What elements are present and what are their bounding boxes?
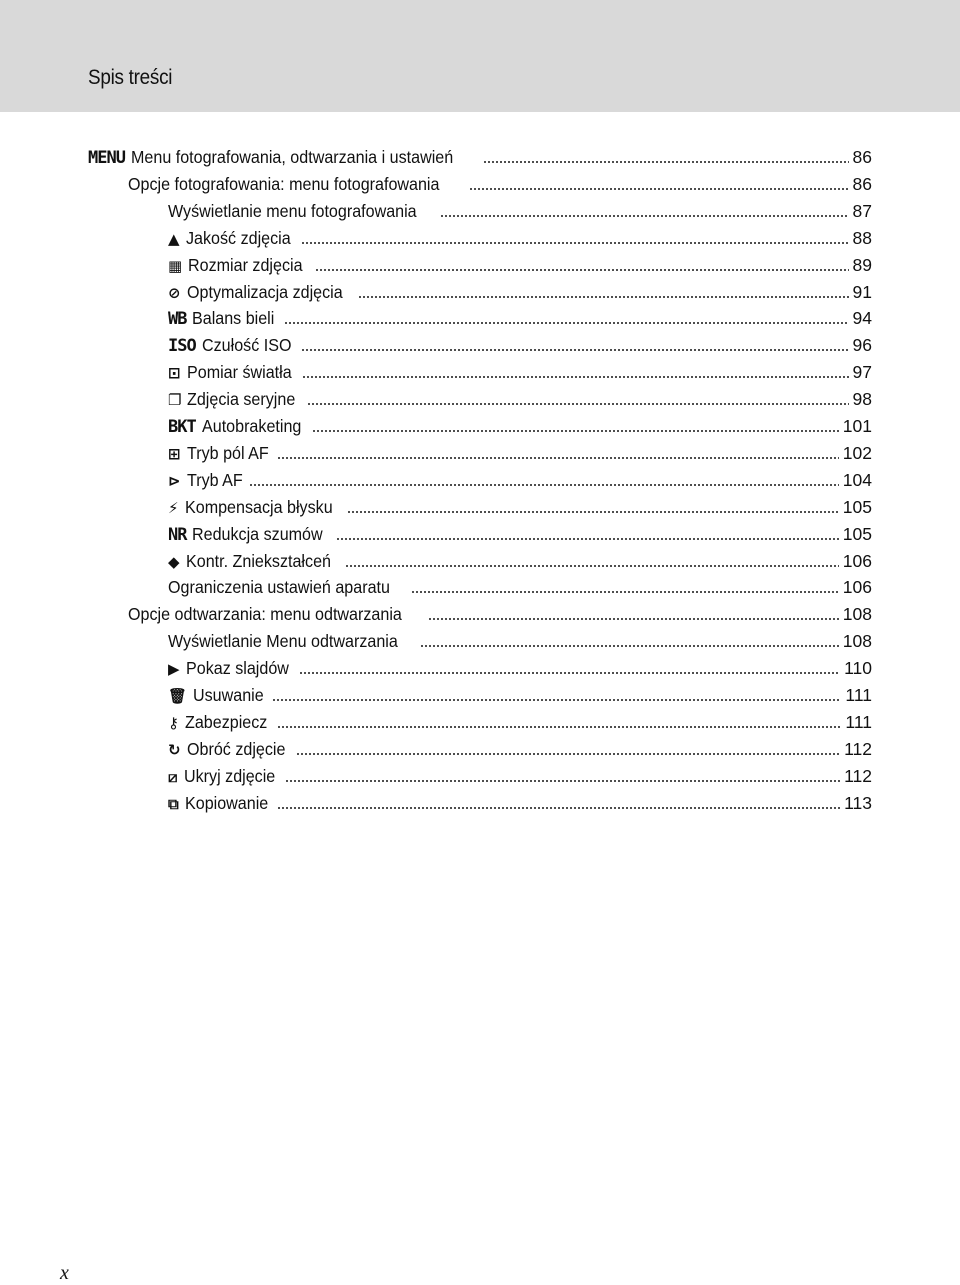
- toc-entry-label: Ukryj zdjęcie: [183, 765, 275, 786]
- toc-entry[interactable]: [88, 142, 872, 168]
- dot-leader: [277, 807, 840, 809]
- image-quality-icon: ▲: [168, 229, 180, 248]
- white-balance-icon: WB: [168, 309, 187, 330]
- toc-entry-label: Tryb pól AF: [186, 442, 269, 463]
- toc-page-number: 106: [842, 550, 872, 571]
- toc-entry[interactable]: [168, 277, 872, 303]
- toc-entry[interactable]: [168, 572, 872, 598]
- toc-entry-label: Autobraketing: [201, 416, 302, 436]
- toc-page-number: 101: [842, 416, 872, 436]
- toc-entry[interactable]: [168, 330, 872, 356]
- toc-entry-label: Kopiowanie: [184, 792, 268, 813]
- protect-key-icon: ⚷: [168, 713, 179, 732]
- dot-leader: [345, 565, 839, 567]
- toc-page-number: 108: [842, 631, 872, 652]
- dot-leader: [347, 511, 839, 513]
- page-title: Spis treści: [88, 66, 173, 89]
- rotate-image-icon: ↻: [168, 740, 181, 759]
- toc-page-number: 106: [842, 577, 872, 598]
- toc-entry-label: Wyświetlanie Menu odtwarzania: [168, 631, 398, 652]
- dot-leader: [302, 376, 848, 378]
- toc-entry[interactable]: [168, 761, 872, 787]
- toc-entry-label: Balans bieli: [192, 308, 275, 329]
- toc-page-number: 102: [842, 442, 872, 463]
- toc-page-number: 86: [852, 147, 872, 167]
- af-mode-icon: ⊳: [168, 471, 181, 490]
- toc-entry[interactable]: [128, 169, 872, 195]
- toc-entry-label: Usuwanie: [193, 685, 264, 705]
- dot-leader: [358, 296, 849, 298]
- toc-entry[interactable]: [168, 411, 872, 437]
- toc-page-number: 91: [852, 281, 872, 302]
- toc-page-number: 112: [844, 738, 872, 759]
- dot-leader: [285, 780, 840, 782]
- distortion-control-icon: ◆: [168, 552, 180, 571]
- dot-leader: [277, 726, 842, 728]
- toc-entry[interactable]: [168, 223, 872, 249]
- dot-leader: [469, 188, 849, 190]
- dot-leader: [312, 430, 839, 432]
- toc-entry-label: Kontr. Zniekształceń: [185, 550, 331, 571]
- toc-page-number: 108: [842, 604, 872, 625]
- toc-entry[interactable]: [168, 680, 872, 706]
- flash-compensation-icon: ⚡: [168, 498, 179, 517]
- toc-entry-label: Pokaz slajdów: [185, 658, 289, 679]
- dot-leader: [301, 349, 849, 351]
- toc-entry[interactable]: [168, 303, 872, 329]
- toc-entry-label: Jakość zdjęcia: [185, 227, 291, 248]
- toc-entry-label: Zdjęcia seryjne: [187, 389, 296, 410]
- toc-entry[interactable]: [168, 653, 872, 679]
- toc-page-number: 110: [844, 658, 872, 679]
- toc-page-number: 98: [852, 389, 872, 410]
- toc-entry[interactable]: [168, 384, 872, 410]
- bracketing-icon: BKT: [168, 417, 196, 437]
- toc-entry[interactable]: [168, 546, 872, 572]
- dot-leader: [428, 618, 839, 620]
- toc-entry-label: Menu fotografowania, odtwarzania i ustawień: [130, 147, 454, 167]
- dot-leader: [315, 269, 849, 271]
- af-area-icon: ⊞: [168, 444, 181, 463]
- page-number: x: [60, 1262, 69, 1284]
- toc-entry[interactable]: [168, 357, 872, 383]
- toc-page-number: 89: [852, 254, 872, 275]
- image-size-icon: ▦: [168, 256, 183, 275]
- dot-leader: [272, 699, 841, 701]
- toc-entry-label: Redukcja szumów: [192, 523, 324, 544]
- toc-page-number: 94: [852, 308, 872, 329]
- toc-entry-label: Pomiar światła: [186, 362, 292, 383]
- toc-page-number: 105: [842, 496, 872, 517]
- toc-page-number: 88: [852, 227, 872, 248]
- dot-leader: [420, 645, 839, 647]
- dot-leader: [411, 591, 839, 593]
- toc-entry[interactable]: [168, 707, 872, 733]
- toc-page-number: 105: [842, 523, 872, 544]
- continuous-icon: ❐: [168, 391, 182, 410]
- dot-leader: [249, 484, 839, 486]
- toc-entry-label: Opcje odtwarzania: menu odtwarzania: [128, 604, 402, 625]
- dot-leader: [336, 538, 838, 540]
- toc-page-number: 87: [852, 200, 872, 221]
- toc-page-number: 111: [845, 711, 872, 732]
- menu-icon: MENU: [88, 148, 125, 168]
- toc-entry-label: Obróć zdjęcie: [186, 738, 286, 759]
- toc-entry-label: Rozmiar zdjęcia: [188, 254, 303, 275]
- toc-page-number: 97: [852, 362, 872, 383]
- dot-leader: [440, 215, 848, 217]
- toc-page-number: 86: [852, 173, 872, 194]
- header-band: [0, 0, 960, 112]
- dot-leader: [284, 322, 849, 324]
- toc-entry-label: Opcje fotografowania: menu fotografowania: [128, 173, 440, 194]
- toc-entry-label: Optymalizacja zdjęcia: [186, 281, 343, 302]
- toc-entry[interactable]: [168, 734, 872, 760]
- iso-icon: ISO: [168, 336, 196, 357]
- delete-icon: 🗑: [168, 687, 188, 705]
- toc-entry[interactable]: [168, 492, 872, 518]
- toc-entry[interactable]: [168, 438, 872, 464]
- hide-image-icon: ⧄: [168, 767, 178, 786]
- toc-entry-label: Zabezpiecz: [185, 711, 268, 732]
- optimize-image-icon: ⊘: [168, 283, 181, 302]
- dot-leader: [299, 672, 840, 674]
- toc-entry-label: Tryb AF: [186, 469, 243, 490]
- toc-page-number: 96: [852, 335, 872, 356]
- copy-icon: ⧉: [168, 794, 179, 813]
- toc-page-number: 111: [845, 685, 872, 705]
- noise-reduction-icon: NR: [168, 524, 187, 545]
- dot-leader: [296, 753, 841, 755]
- toc-entry-label: Czułość ISO: [201, 335, 292, 356]
- toc-entry[interactable]: [168, 788, 872, 814]
- toc-page-number: 112: [844, 765, 872, 786]
- dot-leader: [277, 457, 838, 459]
- toc-page-number: 113: [844, 792, 872, 813]
- toc-entry[interactable]: [168, 196, 872, 222]
- toc-entry-label: Kompensacja błysku: [184, 496, 333, 517]
- metering-icon: ⊡: [168, 364, 181, 383]
- slideshow-icon: ▶: [168, 660, 180, 679]
- toc-entry[interactable]: [168, 250, 872, 276]
- toc-entry-label: Ograniczenia ustawień aparatu: [168, 577, 390, 598]
- toc-page-number: 104: [842, 469, 872, 490]
- dot-leader: [307, 403, 848, 405]
- toc-entry[interactable]: [168, 519, 872, 545]
- dot-leader: [301, 242, 848, 244]
- toc-entry[interactable]: [168, 626, 872, 652]
- toc-entry-label: Wyświetlanie menu fotografowania: [168, 200, 417, 221]
- dot-leader: [483, 161, 848, 163]
- toc-entry[interactable]: [168, 465, 872, 491]
- toc-entry[interactable]: [128, 599, 872, 625]
